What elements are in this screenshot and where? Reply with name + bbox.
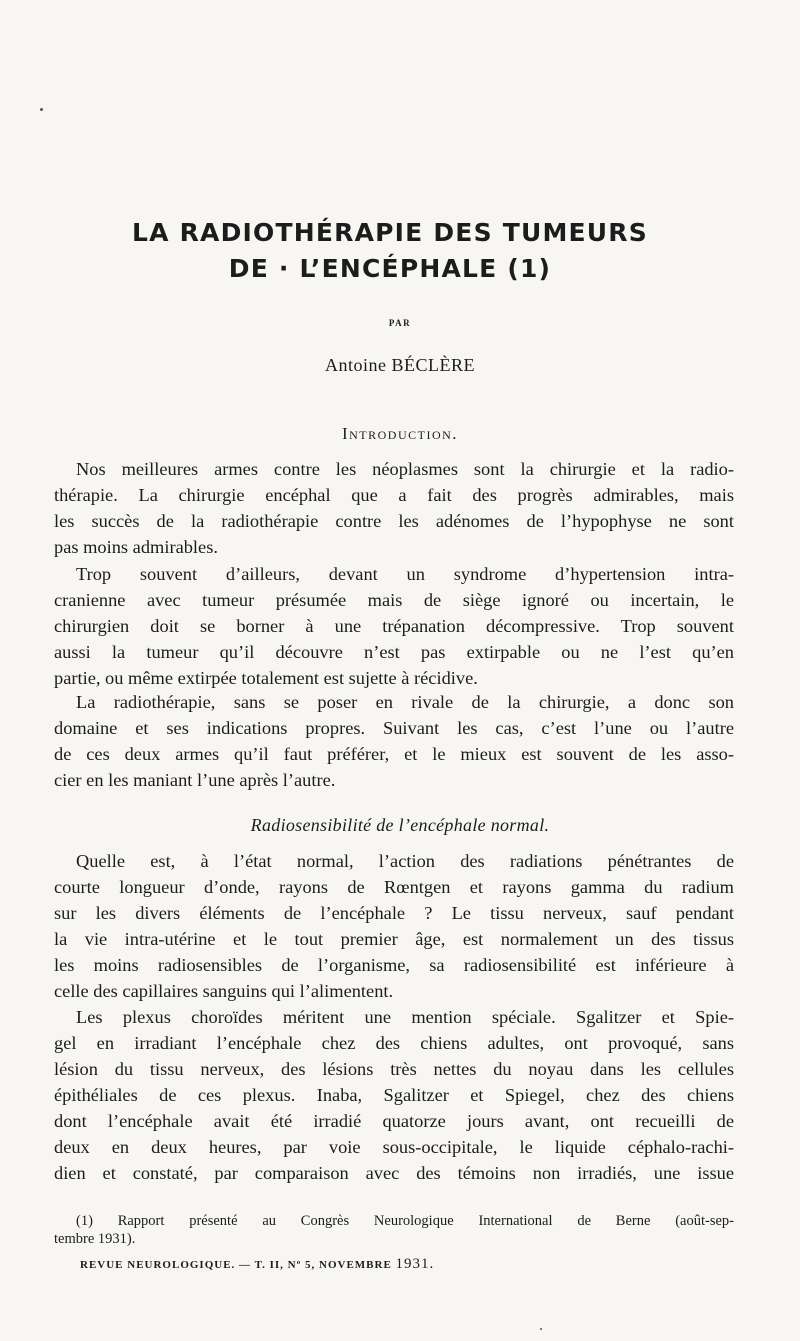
radio-paragraph-1 [54, 848, 734, 1004]
text-line: Les plexus choroïdes méritent une mention spéciale. Sgalitzer et Spie- [76, 1007, 734, 1027]
text-line: dien et constaté, par comparaison avec des témoins non irradiés, une issue [54, 1163, 734, 1183]
text-line: cier en les maniant l’une après l’autre. [54, 770, 336, 790]
text-line: dont l’encéphale avait été irradié quatorze jours avant, ont recueilli de [54, 1111, 734, 1131]
text-line: Quelle est, à l’état normal, l’action des radiations pénétrantes de [76, 851, 734, 871]
text-line: les succès de la radiothérapie contre les adénomes de l’hypophyse ne sont [54, 511, 734, 531]
text-line: cranienne avec tumeur présumée mais de siège ignoré ou incertain, le [54, 590, 734, 610]
footnote-line: (1) Rapport présenté au Congrès Neurologique International de Berne (août-sep- [76, 1213, 734, 1229]
text-line: de ces deux armes qu’il faut préférer, et le mieux est souvent de les asso- [54, 744, 734, 764]
text-line: aussi la tumeur qu’il découvre n’est pas extirpable ou ne l’est qu’en [54, 642, 734, 662]
radio-paragraph-2 [54, 1004, 734, 1186]
text-line: chirurgien doit se borner à une trépanation décompressive. Trop souvent [54, 616, 734, 636]
text-line: Trop souvent d’ailleurs, devant un syndrome d’hypertension intra- [76, 564, 734, 584]
text-line: lésion du tissu nerveux, des lésions très nettes du noyau dans les cellules [54, 1059, 734, 1079]
footnote-line: tembre 1931). [54, 1231, 136, 1247]
text-line: épithéliales de ces plexus. Inaba, Sgalitzer et Spiegel, chez des chiens [54, 1085, 734, 1105]
text-line: celle des capillaires sanguins qui l’alimentent. [54, 981, 394, 1001]
scan-speck [40, 108, 43, 111]
text-line: les moins radiosensibles de l’organisme, sa radiosensibilité est inférieure à [54, 955, 734, 975]
text-line: courte longueur d’onde, rayons de Rœntgen et rayons gamma du radium [54, 877, 734, 897]
radiosensibilite-heading: Radiosensibilité de l’encéphale normal. [250, 815, 550, 835]
text-line: la vie intra-utérine et le tout premier âge, est normalement un des tissus [54, 929, 734, 949]
text-line: gel en irradiant l’encéphale chez des chiens adultes, ont provoqué, sans [54, 1033, 734, 1053]
text-line: pas moins admirables. [54, 537, 218, 557]
byline-par: PAR [388, 318, 412, 328]
journal-footer [80, 1256, 740, 1273]
text-line: Nos meilleures armes contre les néoplasmes sont la chirurgie et la radio- [76, 459, 734, 479]
author-name: Antoine BÉCLÈRE [325, 355, 475, 375]
text-line: partie, ou même extirpée totalement est sujette à récidive. [54, 668, 478, 688]
introduction-heading: Introduction. [341, 424, 459, 443]
text-line: domaine et ses indications propres. Suivant les cas, c’est l’une ou l’autre [54, 718, 734, 738]
text-line: sur les divers éléments de l’encéphale ? Le tissu nerveux, sauf pendant [54, 903, 734, 923]
journal-citation: REVUE NEUROLOGIQUE. — T. II, Nº 5, NOVEMBRE [80, 1259, 392, 1271]
article-title-line-2: DE · L’ENCÉPHALE (1) [228, 254, 552, 283]
journal-year: 1931. [395, 1256, 435, 1272]
text-line: La radiothérapie, sans se poser en rivale de la chirurgie, a donc son [76, 692, 734, 712]
intro-paragraph-3 [54, 689, 734, 793]
intro-paragraph-2 [54, 561, 734, 691]
text-line: deux en deux heures, par voie sous-occipitale, le liquide céphalo-rachi- [54, 1137, 734, 1157]
footnote [54, 1212, 734, 1248]
text-line: thérapie. La chirurgie encéphal que a fait des progrès admirables, mais [54, 485, 734, 505]
scan-speck [540, 1328, 542, 1330]
intro-paragraph-1 [54, 456, 734, 560]
article-title-line-1: LA RADIOTHÉRAPIE DES TUMEURS [132, 218, 648, 247]
